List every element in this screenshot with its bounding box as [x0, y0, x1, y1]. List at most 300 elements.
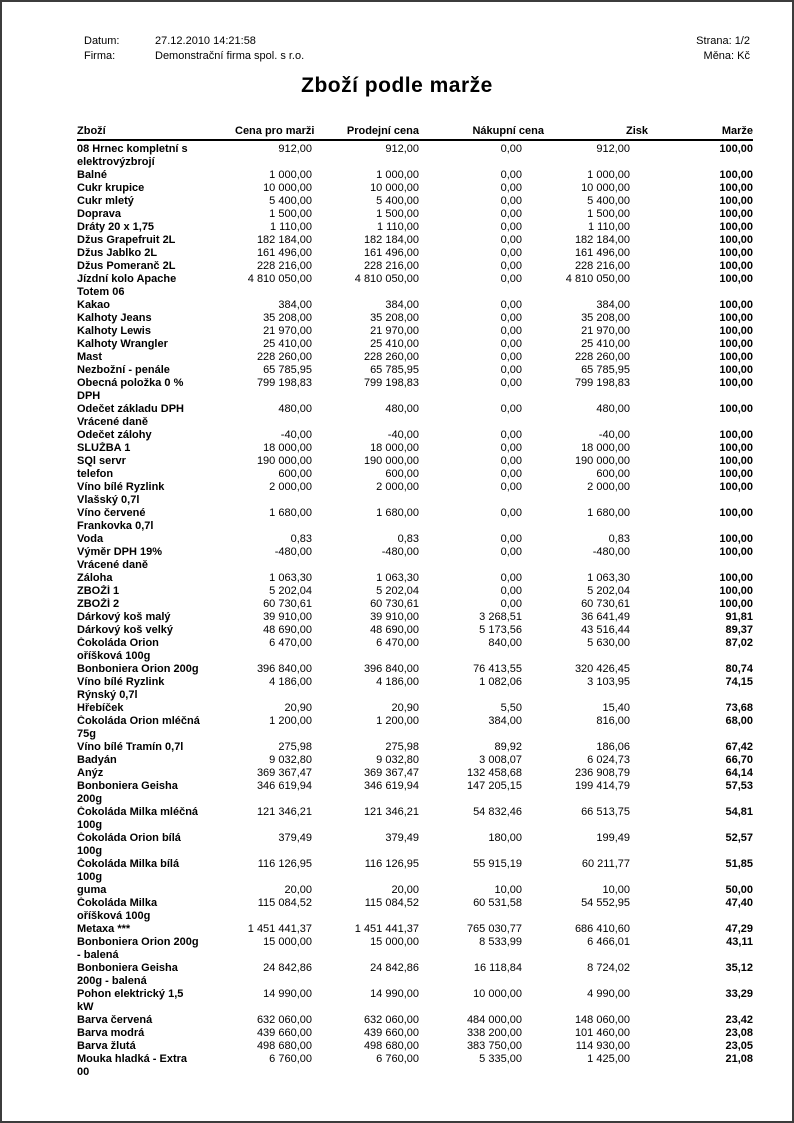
profit-cell: 182 184,00	[574, 234, 630, 246]
price-for-margin-cell: 14 990,00	[263, 988, 312, 1000]
table-row	[77, 624, 753, 637]
purchase-price-cell: 0,00	[500, 221, 522, 233]
table-row	[77, 780, 753, 806]
selling-price-cell: 1 063,30	[376, 572, 419, 584]
purchase-price-cell: 3 268,51	[479, 611, 522, 623]
product-name: Barva červená	[77, 1014, 153, 1026]
purchase-price-cell: 0,00	[500, 143, 522, 155]
price-for-margin-cell: 384,00	[278, 299, 312, 311]
selling-price-cell: 115 084,52	[364, 897, 419, 909]
profit-cell: 21 970,00	[581, 325, 630, 337]
table-row	[77, 1014, 753, 1027]
purchase-price-cell: 3 008,07	[479, 754, 522, 766]
purchase-price-cell: 5,50	[500, 702, 522, 714]
margin-cell: 100,00	[719, 572, 753, 584]
margin-cell: 100,00	[719, 143, 753, 155]
product-name: Kakao	[77, 299, 111, 311]
table-row	[77, 1027, 753, 1040]
profit-cell: 18 000,00	[581, 442, 630, 454]
selling-price-cell: 0,83	[397, 533, 419, 545]
price-for-margin-cell: 480,00	[278, 403, 312, 415]
purchase-price-cell: 5 173,56	[479, 624, 522, 636]
price-for-margin-cell: 25 410,00	[263, 338, 312, 350]
product-name: ZBOŽÍ 1	[77, 585, 120, 597]
selling-price-cell: 396 840,00	[363, 663, 419, 675]
price-for-margin-cell: 39 910,00	[263, 611, 312, 623]
table-row	[77, 377, 753, 403]
column-header-selling-price: Prodejní cena	[312, 125, 419, 140]
price-for-margin-cell: 1 680,00	[269, 507, 312, 519]
product-name: Džus Jablko 2L	[77, 247, 158, 259]
selling-price-cell: 5 400,00	[376, 195, 419, 207]
profit-cell: 1 425,00	[587, 1053, 630, 1065]
margin-cell: 57,53	[725, 780, 753, 792]
product-name: Cukr mletý	[77, 195, 134, 207]
report-meta-left	[84, 34, 304, 64]
profit-cell: 1 063,30	[587, 572, 630, 584]
price-for-margin-cell: 228 216,00	[256, 260, 312, 272]
price-for-margin-cell: -480,00	[274, 546, 312, 558]
profit-cell: 25 410,00	[581, 338, 630, 350]
selling-price-cell: 20,90	[391, 702, 419, 714]
profit-cell: 186,06	[596, 741, 630, 753]
product-name: Anýz	[77, 767, 104, 779]
profit-cell: 36 641,49	[581, 611, 630, 623]
column-header-profit: Zisk	[544, 125, 648, 140]
price-for-margin-cell: 190 000,00	[256, 455, 312, 467]
purchase-price-cell: 383 750,00	[466, 1040, 522, 1052]
table-row	[77, 767, 753, 780]
product-name: Záloha	[77, 572, 113, 584]
margin-cell: 51,85	[725, 858, 753, 870]
margin-cell: 33,29	[725, 988, 753, 1000]
date-value: 27.12.2010 14:21:58	[155, 35, 256, 47]
profit-cell: 686 410,60	[574, 923, 630, 935]
margin-cell: 100,00	[719, 208, 753, 220]
profit-cell: 1 680,00	[587, 507, 630, 519]
price-for-margin-cell: 4 810 050,00	[247, 273, 312, 285]
price-for-margin-cell: 799 198,83	[256, 377, 312, 389]
profit-cell: 101 460,00	[574, 1027, 630, 1039]
product-name: Kalhoty Wrangler	[77, 338, 168, 350]
selling-price-cell: 228 260,00	[363, 351, 419, 363]
product-name: Čokoláda Milka oříšková 100g	[77, 897, 158, 922]
profit-cell: 114 930,00	[575, 1040, 630, 1052]
purchase-price-cell: 8 533,99	[479, 936, 522, 948]
profit-cell: 65 785,95	[581, 364, 630, 376]
purchase-price-cell: 0,00	[500, 351, 522, 363]
selling-price-cell: 9 032,80	[376, 754, 419, 766]
table-row	[77, 806, 753, 832]
purchase-price-cell: 0,00	[500, 442, 522, 454]
margin-cell: 100,00	[719, 325, 753, 337]
product-name: Balné	[77, 169, 107, 181]
profit-cell: 816,00	[596, 715, 630, 727]
table-row	[77, 208, 753, 221]
table-row	[77, 221, 753, 234]
selling-price-cell: 1 680,00	[376, 507, 419, 519]
margin-cell: 68,00	[725, 715, 753, 727]
purchase-price-cell: 0,00	[500, 325, 522, 337]
profit-cell: 6 024,73	[587, 754, 630, 766]
product-name: Pohon elektrický 1,5 kW	[77, 988, 184, 1013]
table-row	[77, 195, 753, 208]
product-name: Dráty 20 x 1,75	[77, 221, 155, 233]
price-for-margin-cell: 396 840,00	[256, 663, 312, 675]
profit-cell: 15,40	[602, 702, 630, 714]
price-for-margin-cell: 369 367,47	[256, 767, 312, 779]
margin-cell: 100,00	[719, 182, 753, 194]
price-for-margin-cell: 5 400,00	[269, 195, 312, 207]
table-row	[77, 507, 753, 533]
page-number: Strana: 1/2	[696, 35, 750, 47]
margin-cell: 100,00	[719, 546, 753, 558]
profit-cell: 3 103,95	[587, 676, 630, 688]
purchase-price-cell: 55 915,19	[473, 858, 522, 870]
profit-cell: 384,00	[596, 299, 630, 311]
margin-cell: 100,00	[719, 481, 753, 493]
price-for-margin-cell: 1 200,00	[269, 715, 312, 727]
margin-cell: 100,00	[719, 364, 753, 376]
table-row	[77, 637, 753, 663]
margin-cell: 100,00	[719, 234, 753, 246]
profit-cell: 54 552,95	[581, 897, 630, 909]
margin-cell: 100,00	[719, 598, 753, 610]
product-name: Čokoláda Orion bílá 100g	[77, 832, 181, 857]
product-name: Kalhoty Lewis	[77, 325, 151, 337]
margin-cell: 100,00	[719, 403, 753, 415]
product-name: Dárkový koš malý	[77, 611, 171, 623]
product-name: Odečet zálohy	[77, 429, 152, 441]
table-row	[77, 702, 753, 715]
product-name: Víno bílé Ryzlink Rýnský 0,7l	[77, 676, 165, 701]
selling-price-cell: 632 060,00	[363, 1014, 419, 1026]
product-name: Odečet základu DPH Vrácené daně	[77, 403, 184, 428]
product-name: SQl servr	[77, 455, 126, 467]
profit-cell: 0,83	[608, 533, 630, 545]
price-for-margin-cell: 632 060,00	[256, 1014, 312, 1026]
product-name: Víno bílé Ryzlink Vlašský 0,7l	[77, 481, 165, 506]
selling-price-cell: 799 198,83	[363, 377, 419, 389]
selling-price-cell: 4 810 050,00	[354, 273, 419, 285]
report-meta-right	[696, 34, 750, 64]
product-name: Doprava	[77, 208, 122, 220]
product-name: Džus Grapefruit 2L	[77, 234, 176, 246]
report-table-body	[77, 140, 753, 1079]
margin-cell: 47,40	[725, 897, 753, 909]
date-row	[84, 34, 304, 49]
product-name: Obecná položka 0 % DPH	[77, 377, 184, 402]
profit-cell: -40,00	[598, 429, 630, 441]
table-row	[77, 260, 753, 273]
selling-price-cell: 346 619,94	[363, 780, 419, 792]
margin-cell: 50,00	[725, 884, 753, 896]
table-row	[77, 299, 753, 312]
purchase-price-cell: 338 200,00	[466, 1027, 522, 1039]
purchase-price-cell: 384,00	[488, 715, 522, 727]
purchase-price-cell: 132 458,68	[466, 767, 522, 779]
table-row	[77, 936, 753, 962]
table-row	[77, 897, 753, 923]
product-name: Čokoláda Orion mléčná 75g	[77, 715, 200, 740]
report-title: Zboží podle marže	[301, 74, 493, 97]
profit-cell: 10,00	[602, 884, 630, 896]
margin-cell: 100,00	[719, 455, 753, 467]
product-name: Barva žlutá	[77, 1040, 136, 1052]
price-for-margin-cell: 1 500,00	[269, 208, 312, 220]
table-row	[77, 351, 753, 364]
price-for-margin-cell: 9 032,80	[269, 754, 312, 766]
selling-price-cell: 1 500,00	[376, 208, 419, 220]
product-name: Dárkový koš velký	[77, 624, 174, 636]
product-name: ZBOŽÍ 2	[77, 598, 120, 610]
profit-cell: 236 908,79	[574, 767, 630, 779]
selling-price-cell: 4 186,00	[376, 676, 419, 688]
margin-cell: 100,00	[719, 247, 753, 259]
selling-price-cell: 25 410,00	[370, 338, 419, 350]
margin-cell: 100,00	[719, 533, 753, 545]
column-header-price-for-margin: Cena pro marži	[235, 125, 312, 140]
selling-price-cell: 14 990,00	[370, 988, 419, 1000]
price-for-margin-cell: 6 760,00	[269, 1053, 312, 1065]
price-for-margin-cell: 1 110,00	[269, 221, 312, 233]
report-table	[77, 125, 753, 1079]
price-for-margin-cell: 379,49	[278, 832, 312, 844]
table-row	[77, 585, 753, 598]
margin-cell: 52,57	[725, 832, 753, 844]
selling-price-cell: 24 842,86	[370, 962, 419, 974]
product-name: Metaxa ***	[77, 923, 131, 935]
selling-price-cell: 190 000,00	[363, 455, 419, 467]
profit-cell: 4 990,00	[587, 988, 630, 1000]
price-for-margin-cell: 4 186,00	[269, 676, 312, 688]
header-row	[77, 125, 753, 140]
profit-cell: 1 000,00	[587, 169, 630, 181]
purchase-price-cell: 16 118,84	[473, 962, 522, 974]
selling-price-cell: 6 760,00	[376, 1053, 419, 1065]
price-for-margin-cell: 182 184,00	[256, 234, 312, 246]
table-row	[77, 988, 753, 1014]
selling-price-cell: 20,00	[391, 884, 419, 896]
purchase-price-cell: 89,92	[494, 741, 522, 753]
selling-price-cell: -480,00	[381, 546, 419, 558]
table-row	[77, 1040, 753, 1053]
purchase-price-cell: 0,00	[500, 234, 522, 246]
price-for-margin-cell: 48 690,00	[263, 624, 312, 636]
profit-cell: 8 724,02	[587, 962, 630, 974]
table-row	[77, 442, 753, 455]
price-for-margin-cell: 10 000,00	[263, 182, 312, 194]
profit-cell: 1 110,00	[587, 221, 630, 233]
product-name: Mast	[77, 351, 103, 363]
price-for-margin-cell: 115 084,52	[257, 897, 312, 909]
table-row	[77, 754, 753, 767]
purchase-price-cell: 180,00	[488, 832, 522, 844]
profit-cell: 161 496,00	[574, 247, 630, 259]
table-row	[77, 234, 753, 247]
product-name: SLUŽBA 1	[77, 442, 131, 454]
margin-cell: 100,00	[719, 195, 753, 207]
purchase-price-cell: 0,00	[500, 429, 522, 441]
price-for-margin-cell: 5 202,04	[269, 585, 312, 597]
margin-cell: 43,11	[726, 936, 753, 948]
purchase-price-cell: 484 000,00	[466, 1014, 522, 1026]
company-row	[84, 49, 304, 64]
selling-price-cell: 10 000,00	[370, 182, 419, 194]
purchase-price-cell: 0,00	[500, 169, 522, 181]
price-for-margin-cell: 21 970,00	[263, 325, 312, 337]
price-for-margin-cell: 15 000,00	[263, 936, 312, 948]
product-name: Barva modrá	[77, 1027, 145, 1039]
column-header-goods: Zboží	[77, 125, 235, 140]
margin-cell: 100,00	[719, 273, 753, 285]
table-row	[77, 572, 753, 585]
purchase-price-cell: 5 335,00	[479, 1053, 522, 1065]
price-for-margin-cell: 0,83	[290, 533, 312, 545]
profit-cell: 5 400,00	[587, 195, 630, 207]
profit-cell: 35 208,00	[581, 312, 630, 324]
price-for-margin-cell: 6 470,00	[269, 637, 312, 649]
margin-cell: 23,42	[725, 1014, 753, 1026]
company-label: Firma:	[84, 50, 116, 62]
table-row	[77, 1053, 753, 1079]
product-name: Bonboniera Orion 200g - balená	[77, 936, 199, 961]
margin-cell: 73,68	[725, 702, 753, 714]
margin-cell: 100,00	[719, 507, 753, 519]
margin-cell: 100,00	[719, 585, 753, 597]
margin-cell: 89,37	[725, 624, 753, 636]
product-name: Bonboniera Orion 200g	[77, 663, 199, 675]
profit-cell: 1 500,00	[587, 208, 630, 220]
profit-cell: 600,00	[596, 468, 630, 480]
purchase-price-cell: 10,00	[494, 884, 522, 896]
selling-price-cell: 48 690,00	[370, 624, 419, 636]
table-row	[77, 247, 753, 260]
purchase-price-cell: 0,00	[500, 195, 522, 207]
price-for-margin-cell: 121 346,21	[256, 806, 312, 818]
table-row	[77, 468, 753, 481]
table-row	[77, 325, 753, 338]
selling-price-cell: 369 367,47	[363, 767, 419, 779]
purchase-price-cell: 0,00	[500, 208, 522, 220]
product-name: Čokoláda Orion oříšková 100g	[77, 637, 159, 662]
selling-price-cell: 15 000,00	[370, 936, 419, 948]
product-name: Badyán	[77, 754, 117, 766]
purchase-price-cell: 147 205,15	[466, 780, 522, 792]
profit-cell: 60 730,61	[581, 598, 630, 610]
column-header-margin: Marže	[648, 125, 753, 140]
purchase-price-cell: 765 030,77	[466, 923, 522, 935]
product-name: Voda	[77, 533, 104, 545]
selling-price-cell: 21 970,00	[370, 325, 419, 337]
profit-cell: 228 260,00	[574, 351, 630, 363]
price-for-margin-cell: 1 063,30	[269, 572, 312, 584]
purchase-price-cell: 0,00	[500, 312, 522, 324]
margin-cell: 23,08	[725, 1027, 753, 1039]
profit-cell: 43 516,44	[581, 624, 630, 636]
margin-cell: 100,00	[719, 312, 753, 324]
selling-price-cell: 39 910,00	[370, 611, 419, 623]
product-name: Džus Pomeranč 2L	[77, 260, 176, 272]
table-row	[77, 169, 753, 182]
table-row	[77, 715, 753, 741]
selling-price-cell: 384,00	[385, 299, 419, 311]
table-row	[77, 884, 753, 897]
margin-cell: 87,02	[725, 637, 753, 649]
purchase-price-cell: 0,00	[500, 507, 522, 519]
margin-cell: 91,81	[725, 611, 753, 623]
profit-cell: 228 216,00	[574, 260, 630, 272]
purchase-price-cell: 0,00	[500, 247, 522, 259]
product-name: Mouka hladká - Extra 00	[77, 1053, 188, 1078]
product-name: Víno bílé Tramín 0,7l	[77, 741, 184, 753]
purchase-price-cell: 840,00	[488, 637, 522, 649]
table-row	[77, 429, 753, 442]
price-for-margin-cell: 20,00	[284, 884, 312, 896]
purchase-price-cell: 0,00	[500, 299, 522, 311]
margin-cell: 100,00	[719, 338, 753, 350]
price-for-margin-cell: 439 660,00	[256, 1027, 312, 1039]
purchase-price-cell: 0,00	[500, 364, 522, 376]
price-for-margin-cell: 912,00	[278, 143, 312, 155]
margin-cell: 21,08	[725, 1053, 753, 1065]
table-row	[77, 546, 753, 572]
table-row	[77, 962, 753, 988]
profit-cell: 10 000,00	[581, 182, 630, 194]
purchase-price-cell: 10 000,00	[473, 988, 522, 1000]
company-value: Demonstrační firma spol. s r.o.	[155, 50, 305, 62]
margin-cell: 23,05	[725, 1040, 753, 1052]
price-for-margin-cell: 116 126,95	[257, 858, 312, 870]
selling-price-cell: 6 470,00	[376, 637, 419, 649]
purchase-price-cell: 0,00	[500, 403, 522, 415]
selling-price-cell: 1 200,00	[376, 715, 419, 727]
selling-price-cell: 161 496,00	[363, 247, 419, 259]
selling-price-cell: 60 730,61	[370, 598, 419, 610]
selling-price-cell: 35 208,00	[370, 312, 419, 324]
selling-price-cell: 439 660,00	[363, 1027, 419, 1039]
price-for-margin-cell: 65 785,95	[263, 364, 312, 376]
margin-cell: 100,00	[719, 377, 753, 389]
date-label: Datum:	[84, 35, 120, 47]
product-name: Cukr krupice	[77, 182, 145, 194]
selling-price-cell: 182 184,00	[363, 234, 419, 246]
table-row	[77, 611, 753, 624]
price-for-margin-cell: 1 451 441,37	[247, 923, 312, 935]
product-name: Výměr DPH 19% Vrácené daně	[77, 546, 162, 571]
table-row	[77, 455, 753, 468]
purchase-price-cell: 0,00	[500, 455, 522, 467]
selling-price-cell: 912,00	[385, 143, 419, 155]
product-name: Čokoláda Milka bílá 100g	[77, 858, 180, 883]
table-row	[77, 338, 753, 351]
currency: Měna: Kč	[703, 50, 750, 62]
margin-cell: 100,00	[719, 299, 753, 311]
profit-cell: 912,00	[596, 143, 630, 155]
margin-cell: 67,42	[725, 741, 753, 753]
product-name: guma	[77, 884, 107, 896]
margin-cell: 100,00	[719, 351, 753, 363]
margin-cell: 100,00	[719, 260, 753, 272]
price-for-margin-cell: 18 000,00	[263, 442, 312, 454]
profit-cell: 66 513,75	[581, 806, 630, 818]
purchase-price-cell: 0,00	[500, 481, 522, 493]
margin-cell: 100,00	[719, 221, 753, 233]
profit-cell: 799 198,83	[574, 377, 630, 389]
selling-price-cell: 121 346,21	[363, 806, 419, 818]
margin-cell: 74,15	[725, 676, 753, 688]
margin-cell: 100,00	[719, 429, 753, 441]
